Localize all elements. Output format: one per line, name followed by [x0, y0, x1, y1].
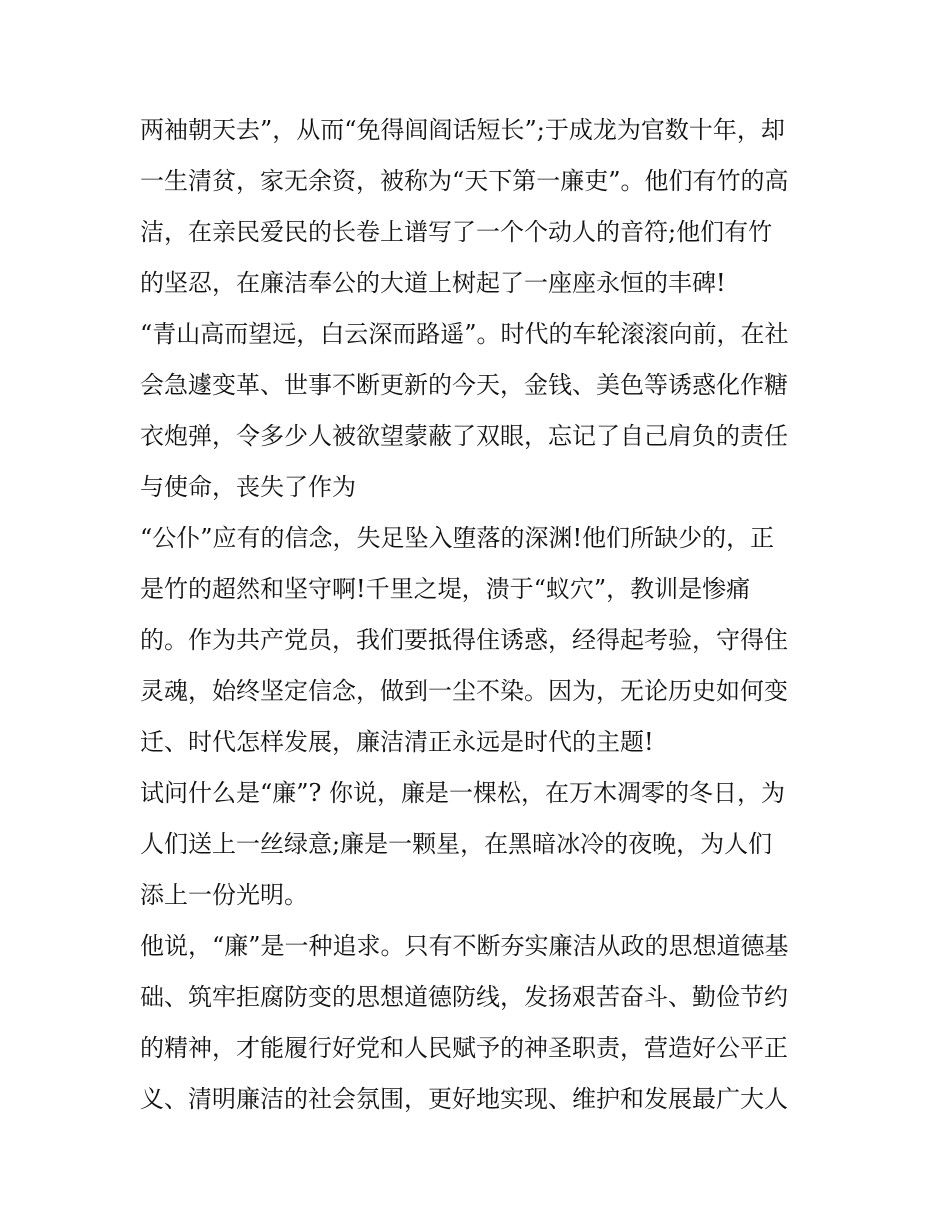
- text-line: 一生清贫，家无余资，被称为“天下第一廉吏”。他们有竹的高: [140, 167, 789, 195]
- text-line: 两袖朝天去”，从而“免得闾阎话短长”;于成龙为官数十年，却: [140, 116, 785, 144]
- text-line: 灵魂，始终坚定信念，做到一尘不染。因为，无论历史如何变: [140, 677, 788, 705]
- text-line: 试问什么是“廉”? 你说，廉是一棵松，在万木凋零的冬日，为: [140, 779, 786, 807]
- text-line: 是竹的超然和坚守啊!千里之堤，溃于“蚁穴”，教训是惨痛: [140, 575, 751, 603]
- text-line: 与使命，丧失了作为: [140, 473, 356, 501]
- text-line: 迁、时代怎样发展，廉洁清正永远是时代的主题!: [140, 728, 654, 756]
- text-line: 的。作为共产党员，我们要抵得住诱惑，经得起考验，守得住: [140, 626, 788, 654]
- text-line: “公仆”应有的信念，失足坠入堕落的深渊!他们所缺少的，正: [140, 524, 775, 552]
- text-line: 洁，在亲民爱民的长卷上谱写了一个个动人的音符;他们有竹: [140, 218, 773, 246]
- text-line: 义、清明廉洁的社会氛围，更好地实现、维护和发展最广大人: [140, 1085, 788, 1113]
- text-line: 添上一份光明。: [140, 881, 308, 909]
- text-line: “青山高而望远，白云深而路遥”。时代的车轮滚滚向前，在社: [140, 320, 789, 348]
- text-line: 础、筑牢拒腐防变的思想道德防线，发扬艰苦奋斗、勤俭节约: [140, 983, 788, 1011]
- body-text: [140, 108, 820, 1128]
- text-line: 他说，“廉”是一种追求。只有不断夯实廉洁从政的思想道德基: [140, 932, 789, 960]
- text-line: 衣炮弹，令多少人被欲望蒙蔽了双眼，忘记了自己肩负的责任: [140, 422, 788, 450]
- text-line: 会急遽变革、世事不断更新的今天，金钱、美色等诱惑化作糖: [140, 371, 788, 399]
- text-line: 的坚忍，在廉洁奉公的大道上树起了一座座永恒的丰碑!: [140, 269, 726, 297]
- text-line: 人们送上一丝绿意;廉是一颗星，在黑暗冰冷的夜晚，为人们: [140, 830, 773, 858]
- text-line: 的精神，才能履行好党和人民赋予的神圣职责，营造好公平正: [140, 1034, 788, 1062]
